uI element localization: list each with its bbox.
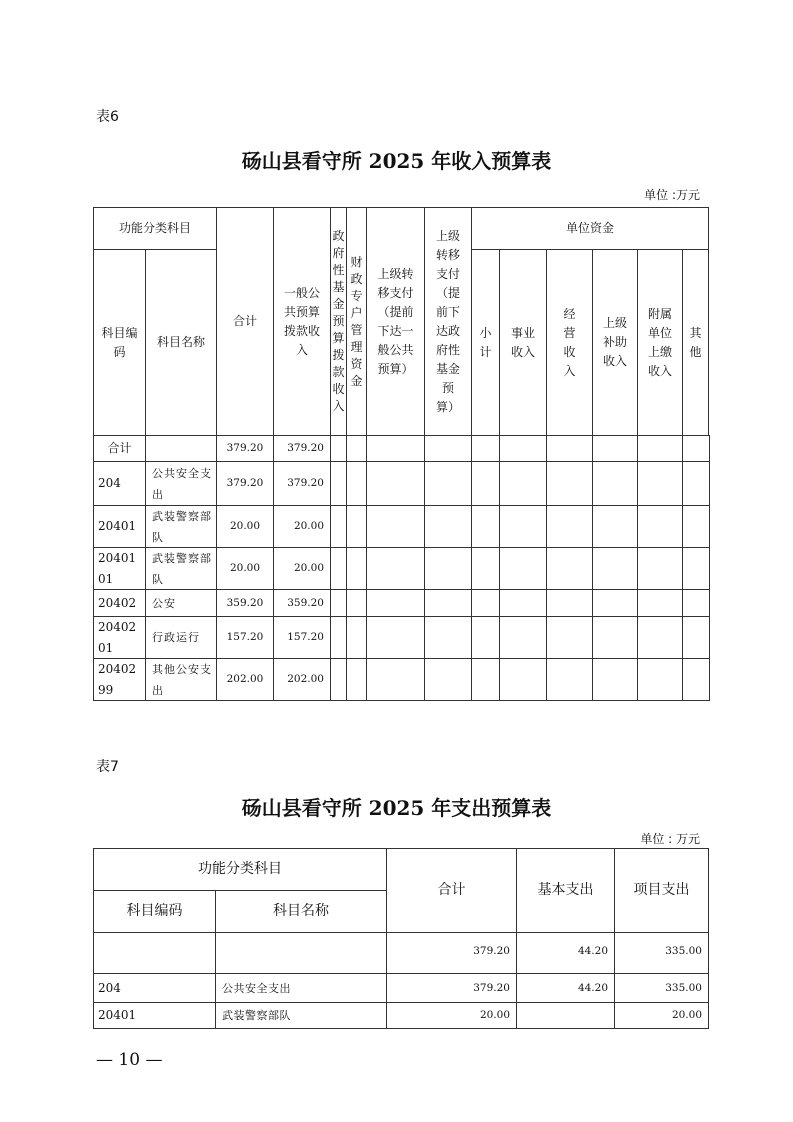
t6-cell-empty <box>330 505 347 548</box>
t6-cell-text: 20401 <box>98 519 137 533</box>
t6-cell-empty <box>637 461 683 506</box>
table6-label: 表6 <box>96 109 119 125</box>
t7-cell-text: 335.00 <box>665 981 702 994</box>
t6-header-business-income: 事业收入 <box>499 249 547 436</box>
t6-cell-empty <box>546 505 593 548</box>
t6-header-general-budget: 一般公共预算拨款收入 <box>273 207 331 436</box>
t6-cell-total <box>216 461 274 506</box>
t6-cell-name <box>145 547 217 590</box>
t6-header-name: 科目名称 <box>145 249 217 436</box>
t6-header-upper-subsidy: 上级补助收入 <box>592 249 638 436</box>
t7-header-project: 项目支出 <box>614 848 709 933</box>
t6-header-total: 合计 <box>216 207 274 436</box>
t7-header-func-class: 功能分类科目 <box>93 848 387 891</box>
t7-cell-basic <box>516 932 615 974</box>
t7-header-name: 科目名称 <box>215 890 387 933</box>
t6-cell-empty <box>346 547 367 590</box>
t6-cell-total <box>216 435 274 462</box>
t6-cell-empty <box>424 461 472 506</box>
t6-cell-general <box>273 616 331 659</box>
t6-cell-empty <box>424 589 472 617</box>
t6-cell-empty <box>546 435 593 462</box>
t6-cell-empty <box>592 461 638 506</box>
t6-cell-empty <box>366 435 425 462</box>
t6-cell-text: 其他公安支出 <box>152 662 212 697</box>
t6-cell-empty <box>471 547 500 590</box>
page-number: — 10 — <box>96 1050 163 1070</box>
t6-cell-text: 157.20 <box>287 631 324 643</box>
t7-cell-project <box>614 973 709 1003</box>
t6-cell-empty <box>330 589 347 617</box>
t6-cell-text: 20.00 <box>229 520 261 532</box>
t6-cell-empty <box>366 589 425 617</box>
t6-cell-total <box>216 616 274 659</box>
t6-cell-empty <box>471 461 500 506</box>
t6-cell-empty <box>424 547 472 590</box>
t6-cell-text: 359.20 <box>226 596 264 609</box>
t6-cell-empty <box>330 461 347 506</box>
t6-header-upper-transfer-general: 上级转移支付（提前下达一般公共预算） <box>366 207 425 436</box>
t6-cell-empty <box>637 616 683 659</box>
table7-unit: 单位 : 万元 <box>640 832 700 846</box>
t6-cell-empty <box>499 658 547 701</box>
t6-cell-general <box>273 435 331 462</box>
t6-cell-general <box>273 547 331 590</box>
t6-cell-text: 204 <box>98 476 121 490</box>
t6-cell-empty <box>499 616 547 659</box>
t7-cell-text: 379.20 <box>473 981 510 994</box>
t6-cell-name <box>145 461 217 506</box>
t6-cell-empty <box>346 435 367 462</box>
t7-cell-total <box>386 973 517 1003</box>
t6-cell-text: 379.20 <box>226 442 264 454</box>
t6-cell-text: 公安 <box>152 596 176 610</box>
t6-cell-empty <box>592 547 638 590</box>
t7-cell-project <box>614 932 709 974</box>
t6-cell-empty <box>346 461 367 506</box>
t6-cell-empty <box>637 435 683 462</box>
t6-cell-empty <box>424 435 472 462</box>
t6-cell-empty <box>682 589 710 617</box>
t6-cell-name <box>145 505 217 548</box>
t6-cell-text: 202.00 <box>287 673 324 685</box>
t6-header-func-class: 功能分类科目 <box>93 207 217 250</box>
t6-cell-empty <box>366 547 425 590</box>
t6-cell-empty <box>366 461 425 506</box>
t6-cell-name <box>145 616 217 659</box>
t7-header-code: 科目编码 <box>93 890 216 933</box>
t7-cell-total <box>386 1002 517 1029</box>
t6-cell-total <box>216 505 274 548</box>
t6-cell-text: 202.00 <box>226 673 264 685</box>
t6-cell-empty <box>637 547 683 590</box>
t6-cell-empty <box>330 658 347 701</box>
t6-cell-empty <box>366 616 425 659</box>
t6-cell-text: 20402 <box>98 595 137 610</box>
t7-cell-text: 武装警察部队 <box>222 1009 291 1022</box>
t6-cell-total <box>216 658 274 701</box>
t6-cell-empty <box>682 435 710 462</box>
t7-cell-code <box>93 1002 216 1029</box>
t6-cell-empty <box>682 658 710 701</box>
t6-cell-text: 20401 01 <box>98 550 137 586</box>
t6-cell-empty <box>637 658 683 701</box>
t6-header-subtotal: 小计 <box>471 249 500 436</box>
t6-cell-empty <box>546 616 593 659</box>
t6-cell-empty <box>471 658 500 701</box>
t6-header-fiscal-special: 财政专户管理资金 <box>346 207 367 436</box>
t6-cell-empty <box>330 616 347 659</box>
t6-cell-general <box>273 658 331 701</box>
t7-cell-name <box>215 932 387 974</box>
t6-cell-code <box>93 435 146 462</box>
t7-cell-text: 公共安全支出 <box>222 981 291 995</box>
t6-cell-empty <box>546 461 593 506</box>
t6-cell-text: 379.20 <box>287 442 324 454</box>
t7-cell-code <box>93 973 216 1003</box>
table6-title: 砀山县看守所 2025 年收入预算表 <box>241 149 552 173</box>
t6-cell-text: 公共安全支出 <box>152 466 212 501</box>
t6-cell-empty <box>330 435 347 462</box>
t7-cell-name <box>215 1002 387 1029</box>
t6-header-code: 科目编码 <box>93 249 146 436</box>
t7-cell-text: 44.20 <box>577 981 608 994</box>
t6-cell-empty <box>546 589 593 617</box>
t6-cell-empty <box>499 435 547 462</box>
t6-cell-empty <box>424 616 472 659</box>
t6-cell-name <box>145 658 217 701</box>
t6-cell-empty <box>471 505 500 548</box>
t6-cell-total <box>216 547 274 590</box>
t6-cell-empty <box>682 547 710 590</box>
t6-cell-text: 20.00 <box>293 520 324 532</box>
t6-cell-empty <box>346 505 367 548</box>
t7-cell-text: 379.20 <box>473 945 510 957</box>
t6-cell-empty <box>592 589 638 617</box>
t6-cell-empty <box>592 616 638 659</box>
t7-cell-text: 204 <box>98 980 121 995</box>
t7-cell-code <box>93 932 216 974</box>
t6-cell-text: 20.00 <box>229 562 261 574</box>
table6-unit: 单位 :万元 <box>644 188 700 202</box>
t6-cell-text: 合计 <box>107 441 132 455</box>
t7-cell-text: 20401 <box>98 1008 137 1022</box>
t6-header-affiliated-income: 附属单位上缴收入 <box>637 249 683 436</box>
t6-cell-empty <box>499 547 547 590</box>
t7-cell-basic <box>516 973 615 1003</box>
t7-cell-basic <box>516 1002 615 1029</box>
t6-cell-empty <box>682 505 710 548</box>
t6-cell-text: 379.20 <box>287 477 324 489</box>
t7-cell-name <box>215 973 387 1003</box>
t6-cell-empty <box>637 505 683 548</box>
t6-cell-code <box>93 505 146 548</box>
t6-cell-empty <box>592 435 638 462</box>
t7-header-basic: 基本支出 <box>516 848 615 933</box>
t6-cell-empty <box>592 505 638 548</box>
t6-cell-text: 武装警察部队 <box>152 551 212 586</box>
t7-cell-text: 44.20 <box>577 945 608 957</box>
t6-cell-text: 379.20 <box>226 477 264 489</box>
t6-header-upper-transfer-fund: 上级转移支付（提前下达政府性基金预算） <box>424 207 472 436</box>
t6-cell-code <box>93 589 146 617</box>
t6-cell-general <box>273 589 331 617</box>
t6-cell-total <box>216 589 274 617</box>
t6-cell-empty <box>499 589 547 617</box>
t6-cell-text: 20.00 <box>293 562 324 574</box>
t6-cell-name <box>145 435 217 462</box>
t6-header-gov-fund: 政府性基金预算拨款收入 <box>330 207 347 436</box>
t6-cell-name <box>145 589 217 617</box>
t6-cell-empty <box>546 547 593 590</box>
t6-header-unit-funds: 单位资金 <box>471 207 709 250</box>
t6-cell-text: 20402 01 <box>98 619 137 655</box>
t6-cell-empty <box>424 505 472 548</box>
t6-cell-empty <box>471 616 500 659</box>
t6-cell-empty <box>471 435 500 462</box>
t6-cell-empty <box>330 547 347 590</box>
t6-cell-general <box>273 461 331 506</box>
t6-cell-empty <box>499 505 547 548</box>
table7-title: 砀山县看守所 2025 年支出预算表 <box>241 796 552 820</box>
t6-cell-empty <box>346 616 367 659</box>
table7-label: 表7 <box>96 759 119 775</box>
t7-cell-text: 20.00 <box>671 1009 702 1021</box>
t6-cell-text: 武装警察部队 <box>152 509 212 544</box>
t6-cell-empty <box>471 589 500 617</box>
t6-cell-empty <box>546 658 593 701</box>
t6-cell-code <box>93 547 146 590</box>
t6-cell-empty <box>346 658 367 701</box>
t7-header-total: 合计 <box>386 848 517 933</box>
t6-cell-code <box>93 461 146 506</box>
t6-cell-empty <box>499 461 547 506</box>
t6-cell-empty <box>637 589 683 617</box>
t6-header-other: 其他 <box>682 249 709 436</box>
t7-cell-text: 20.00 <box>479 1009 510 1021</box>
t6-cell-empty <box>366 658 425 701</box>
t6-cell-code <box>93 616 146 659</box>
t6-cell-empty <box>682 461 710 506</box>
t6-cell-text: 20402 99 <box>98 661 137 697</box>
t6-cell-empty <box>682 616 710 659</box>
t6-header-operating-income: 经营收入 <box>546 249 593 436</box>
t6-cell-text: 359.20 <box>287 596 324 609</box>
t6-cell-code <box>93 658 146 701</box>
t6-cell-text: 157.20 <box>226 631 264 643</box>
t7-cell-text: 335.00 <box>665 945 702 957</box>
t6-cell-empty <box>424 658 472 701</box>
t6-cell-general <box>273 505 331 548</box>
t6-cell-empty <box>366 505 425 548</box>
t7-cell-total <box>386 932 517 974</box>
t6-cell-empty <box>592 658 638 701</box>
t7-cell-project <box>614 1002 709 1029</box>
t6-cell-text: 行政运行 <box>152 631 200 644</box>
t6-cell-empty <box>346 589 367 617</box>
